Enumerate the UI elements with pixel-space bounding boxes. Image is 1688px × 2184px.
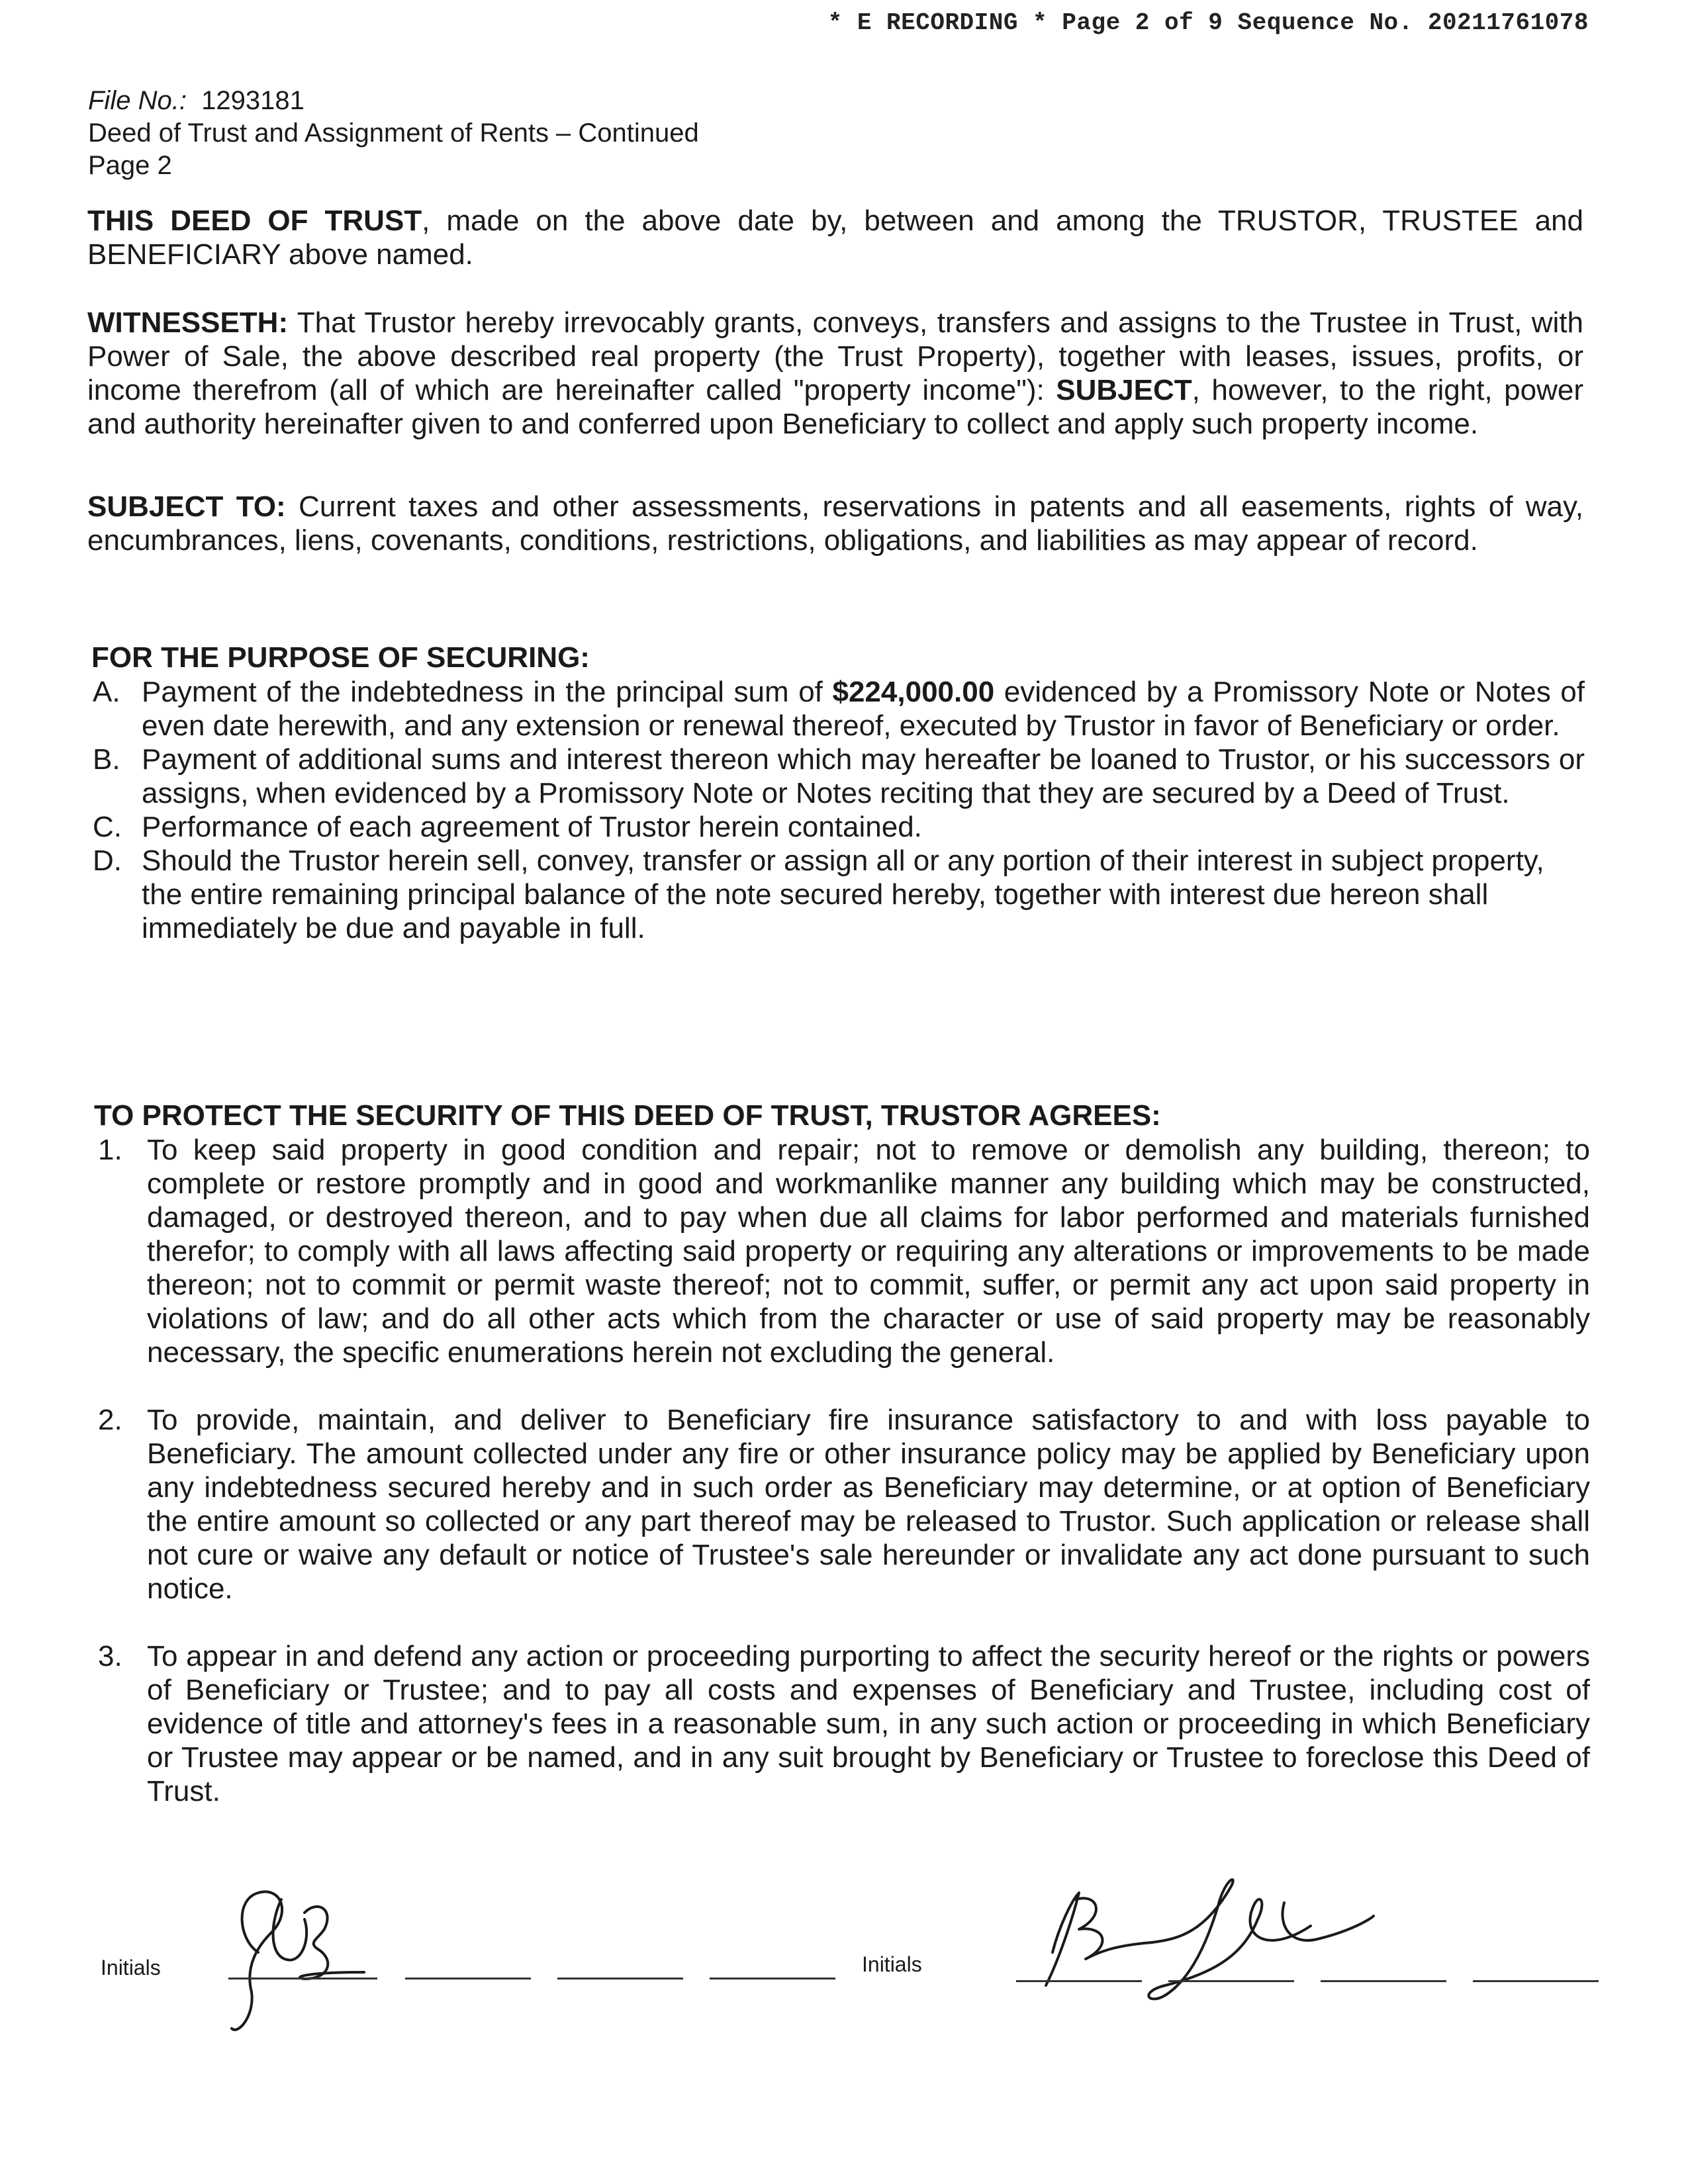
- initials-label-right: Initials: [862, 1952, 922, 1976]
- file-no-value: 1293181: [201, 86, 305, 115]
- file-no-label: File No.:: [88, 86, 187, 115]
- initials-signature-right-icon: [1006, 1853, 1377, 2012]
- list-item: [98, 1403, 1590, 1606]
- list-marker: B.: [93, 743, 120, 776]
- witnesseth-paragraph: [87, 306, 1583, 441]
- initials-label-left: Initials: [101, 1956, 161, 1979]
- list-marker: C.: [93, 811, 122, 843]
- list-marker: 1.: [98, 1134, 122, 1166]
- list-item-text: To provide, maintain, and deliver to Beneficiary fire insurance satisfactory to and with loss payable to Beneficiary. The amount collected under any fire or other insurance policy may be applied by Beneficiary upon any indebtedness secured hereby and in such order as Beneficiary may determine, or at option of Beneficiary the entire amount so collected or any part thereof may be released to Trustor. Such application or release shall not cure or waive any default or notice of Trustee's sale hereunder or invalidate any act done pursuant to such notice.: [147, 1404, 1590, 1605]
- initials-line: [1016, 1980, 1142, 1982]
- list-item: [98, 1639, 1590, 1808]
- initials-line: [228, 1978, 377, 1979]
- list-item: [93, 810, 1585, 844]
- subject-to-lead: SUBJECT TO:: [87, 490, 286, 523]
- file-number-line: [88, 85, 699, 117]
- document-title: Deed of Trust and Assignment of Rents – Continued: [88, 118, 699, 148]
- intro-paragraph: [87, 204, 1583, 271]
- witnesseth-subject: SUBJECT: [1056, 374, 1192, 406]
- intro-lead: THIS DEED OF TRUST: [87, 205, 422, 237]
- subject-to-text: Current taxes and other assessments, reservations in patents and all easements, rights of way, encumbrances, liens, covenants, conditions, restrictions, obligations, and liabilities as may appear of record.: [87, 490, 1583, 557]
- recording-header: * E RECORDING * Page 2 of 9 Sequence No. 20211761078: [827, 9, 1589, 36]
- list-marker: D.: [93, 844, 122, 877]
- list-marker: 2.: [98, 1404, 122, 1436]
- list-item: [93, 844, 1585, 945]
- list-item: [93, 743, 1585, 810]
- list-item-text: Payment of additional sums and interest thereon which may hereafter be loaned to Trustor, or his successors or assigns, when evidenced by a Promissory Note or Notes reciting that they are secured by a Deed of Trust.: [142, 743, 1585, 809]
- list-item: [98, 1133, 1590, 1369]
- subject-to-paragraph: [87, 490, 1583, 557]
- purpose-list: [93, 675, 1585, 945]
- list-item-text: To appear in and defend any action or proceeding purporting to affect the security hereof or the rights or powers of Beneficiary or Trustee; and to pay all costs and expenses of Beneficiary and Trustee, including cost of evidence of title and attorney's fees in a reasonable sum, in any such action or proceeding in which Beneficiary or Trustee may appear or be named, and in any suit brought by Beneficiary or Trustee to foreclose this Deed of Trust.: [147, 1640, 1590, 1807]
- list-item-text: To keep said property in good condition and repair; not to remove or demolish any building, thereon; to complete or restore promptly and in good and workmanlike manner any building which may be constructed, damaged, or destroyed thereon, and to pay when due all claims for labor performed and materials furnished therefor; to comply with all laws affecting said property or requiring any alterations or improvements to be made thereon; not to commit or permit waste thereof; not to commit, suffer, or permit any act upon said property in violations of law; and do all other acts which from the character or use of said property may be reasonably necessary, the specific enumerations herein not excluding the general.: [147, 1134, 1590, 1369]
- list-item-text: Should the Trustor herein sell, convey, transfer or assign all or any portion of their interest in subject property, the entire remaining principal balance of the note secured hereby, together with interest due hereon shall immediately be due and payable in full.: [142, 844, 1544, 944]
- initials-signature-left-icon: [218, 1873, 391, 2045]
- intro-text: , made on the above date by, between and among the TRUSTOR, TRUSTEE and BENEFICIARY above named.: [87, 205, 1583, 271]
- initials-line: [1321, 1980, 1446, 1982]
- page-number: Page 2: [88, 151, 172, 180]
- principal-amount: $224,000.00: [832, 676, 995, 708]
- list-item-text: evidenced by a Promissory Note or Notes of even date herewith, and any extension or renewal thereof, executed by Trustor in favor of Beneficiary or order.: [142, 676, 1585, 742]
- list-item-text: Performance of each agreement of Trustor herein contained.: [142, 811, 922, 843]
- witnesseth-lead: WITNESSETH:: [87, 306, 289, 339]
- witnesseth-text-1: That Trustor hereby irrevocably grants, conveys, transfers and assigns to the Trustee in Trust, with Power of Sale, the above described real property (the Trust Property), together with leases, issues, profits, or income therefrom (all of which are hereinafter called "property income"):: [87, 306, 1583, 406]
- list-item-text: Payment of the indebtedness in the principal sum of: [142, 676, 833, 708]
- initials-line: [1168, 1980, 1294, 1982]
- initials-line: [1473, 1980, 1599, 1982]
- initials-line: [710, 1978, 835, 1979]
- list-marker: 3.: [98, 1640, 122, 1672]
- purpose-heading: FOR THE PURPOSE OF SECURING:: [91, 641, 590, 674]
- protect-heading: TO PROTECT THE SECURITY OF THIS DEED OF TRUST, TRUSTOR AGREES:: [94, 1099, 1161, 1132]
- initials-line: [557, 1978, 683, 1979]
- witnesseth-text-2: , however, to the right, power and authority hereinafter given to and conferred upon Beneficiary to collect and apply such property income.: [87, 374, 1583, 440]
- protect-list: [98, 1133, 1590, 1808]
- list-item: [93, 675, 1585, 743]
- list-marker: A.: [93, 676, 120, 708]
- file-header: [88, 85, 699, 182]
- initials-line: [405, 1978, 531, 1979]
